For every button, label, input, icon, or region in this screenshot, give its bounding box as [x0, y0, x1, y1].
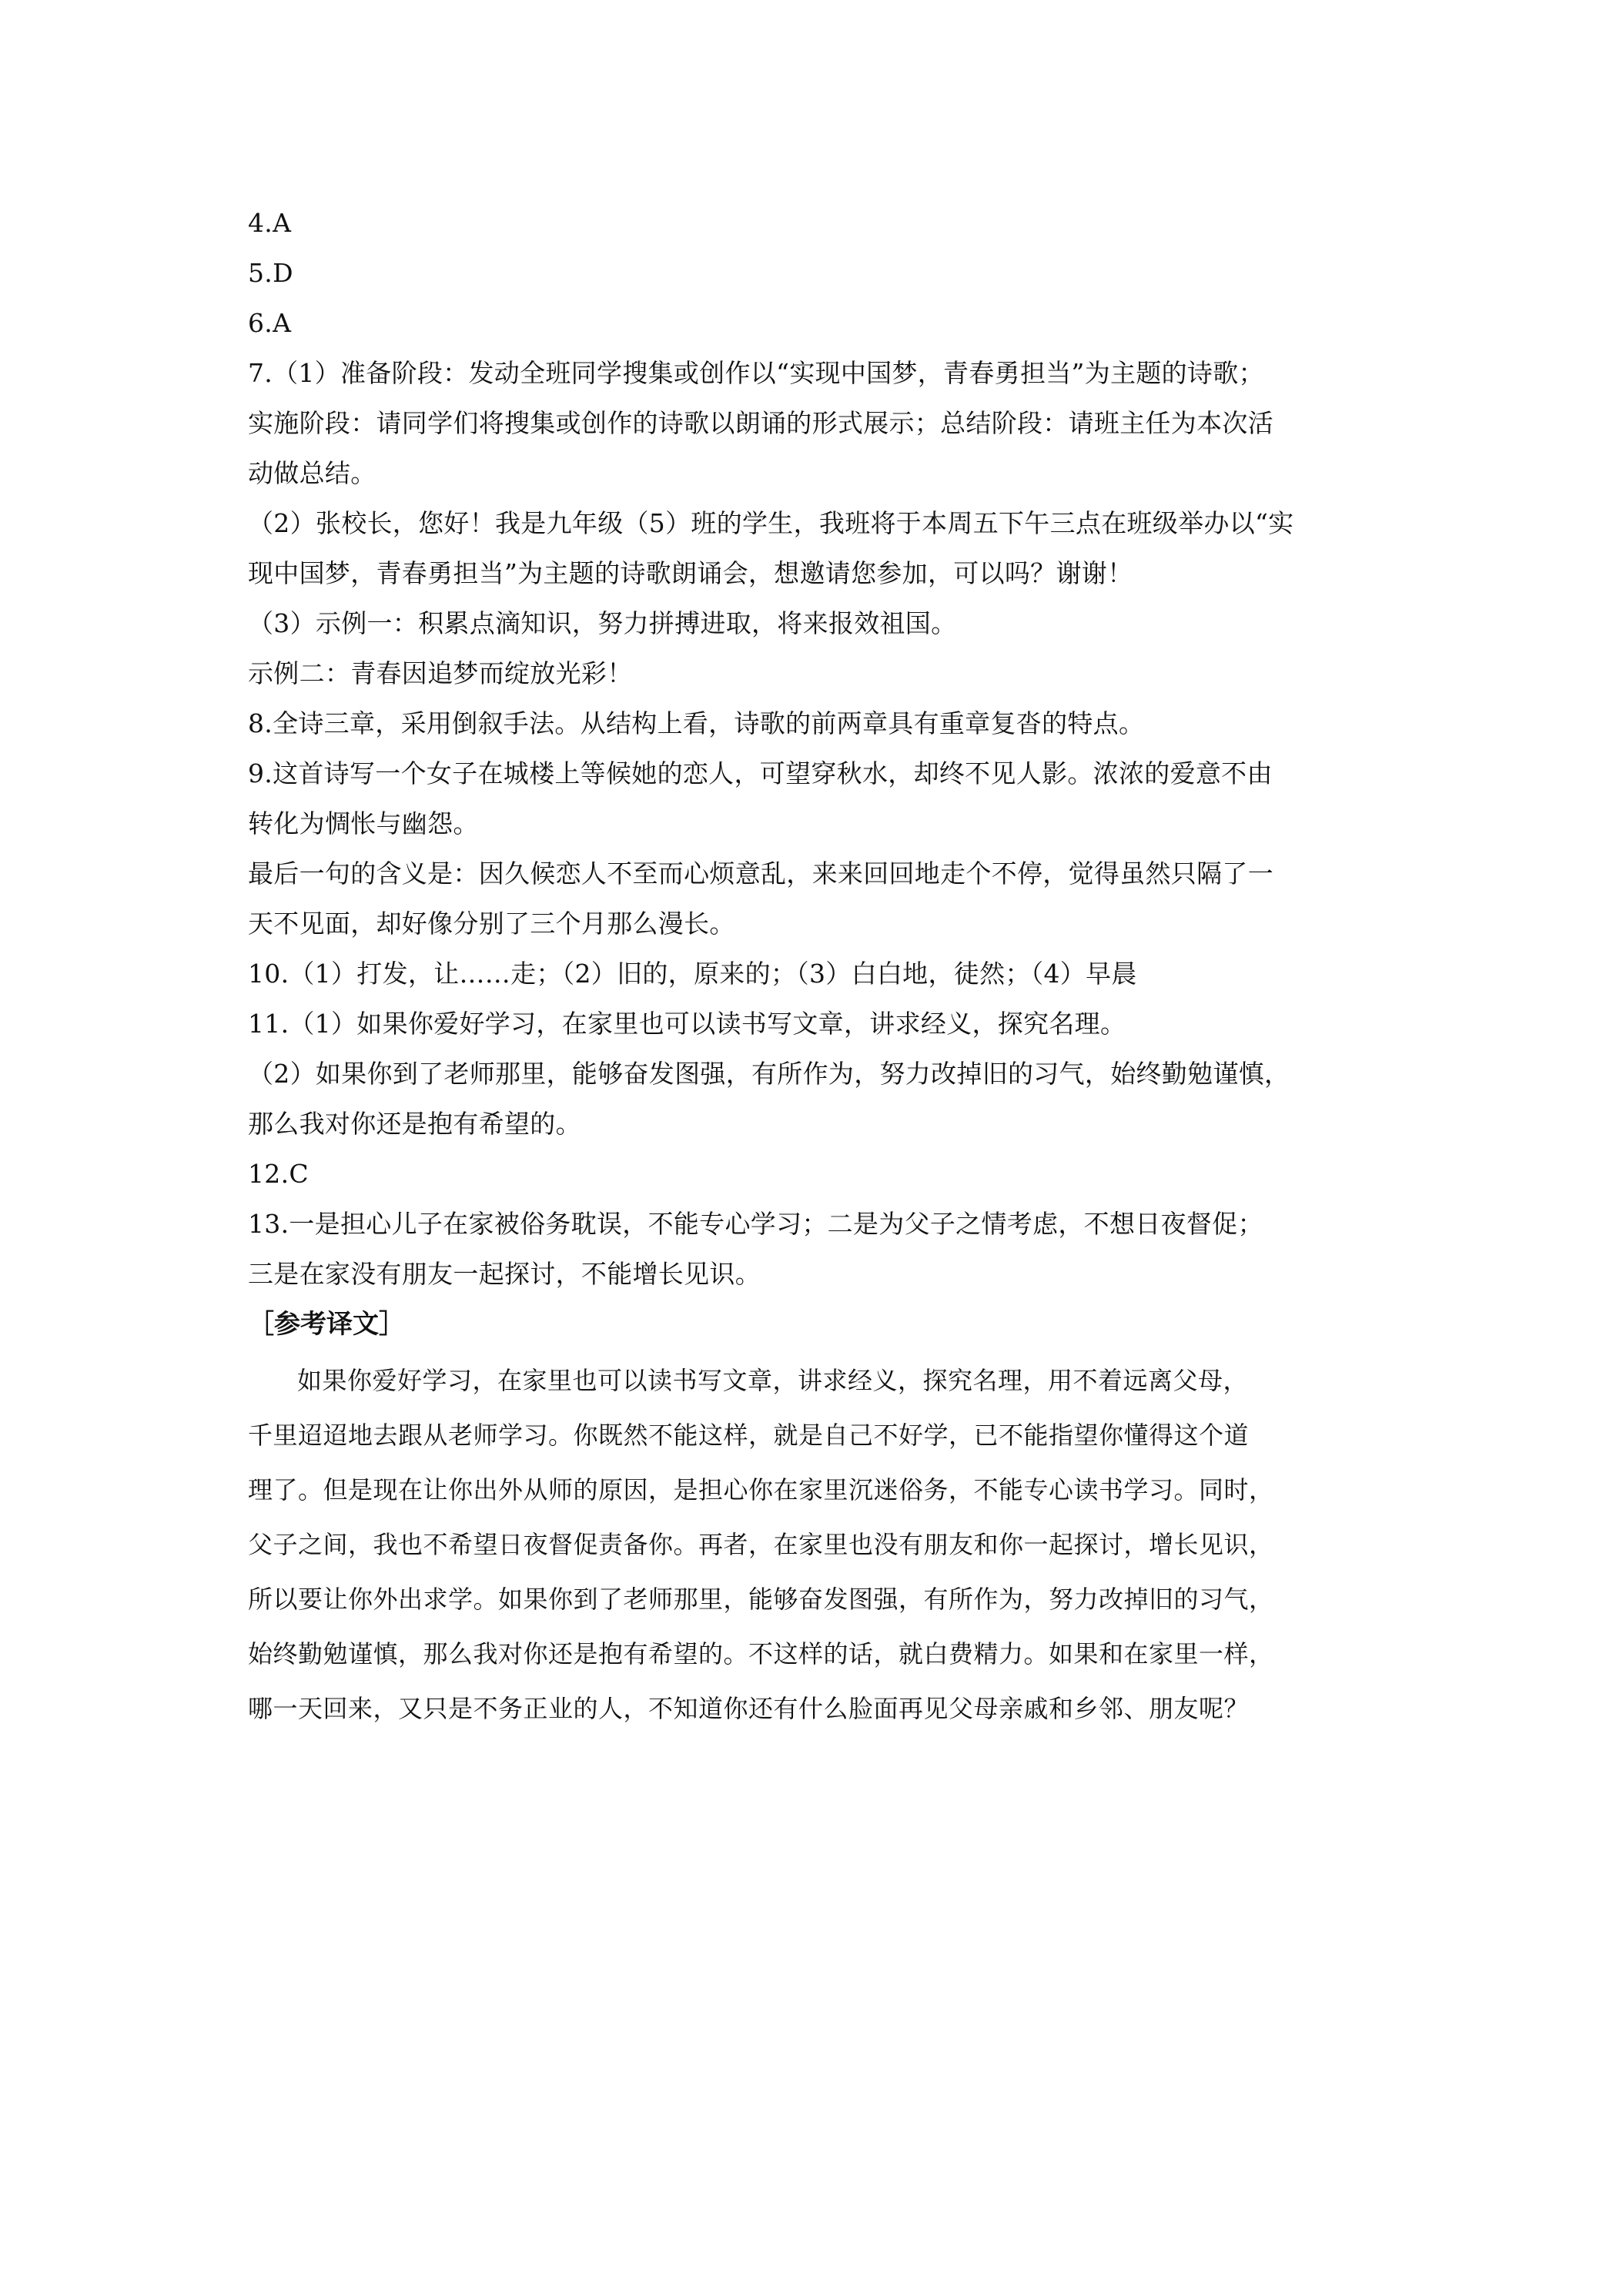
answer-line: 13.一是担心儿子在家被俗务耽误，不能专心学习；二是为父子之情考虑，不想日夜督促； — [248, 1209, 1263, 1239]
answer-line: 7.（1）准备阶段：发动全班同学搜集或创作以“实现中国梦，青春勇担当”为主题的诗歌； — [248, 358, 1264, 388]
answer-line: 三是在家没有朋友一起探讨，不能增长见识。 — [248, 1259, 761, 1289]
translation-body — [248, 1366, 1387, 1724]
translation-line: 父子之间，我也不希望日夜督促责备你。再者，在家里也没有朋友和你一起探讨，增长见识， — [248, 1530, 1274, 1559]
answer-line: 6.A — [248, 308, 292, 338]
translation-line: 所以要让你外出求学。如果你到了老师那里，能够奋发图强，有所作为，努力改掉旧的习气， — [248, 1585, 1274, 1614]
answer-line: 11.（1）如果你爱好学习，在家里也可以读书写文章，讲求经义，探究名理。 — [248, 1009, 1126, 1039]
answer-line: 9.这首诗写一个女子在城楼上等候她的恋人，可望穿秋水，却终不见人影。浓浓的爱意不由 — [248, 758, 1273, 788]
answer-line: 10.（1）打发，让……走；（2）旧的，原来的；（3）白白地，徒然；（4）早晨 — [248, 959, 1137, 989]
answer-line: 动做总结。 — [248, 458, 376, 488]
translation-heading: ［参考译文］ — [248, 1309, 405, 1340]
translation-line: 始终勤勉谨慎，那么我对你还是抱有希望的。不这样的话，就白费精力。如果和在家里一样， — [248, 1639, 1274, 1668]
answer-line: 12.C — [248, 1159, 309, 1189]
answer-line: 4.A — [248, 208, 292, 238]
answer-line: （2）张校长，您好！我是九年级（5）班的学生，我班将于本周五下午三点在班级举办以“实 — [248, 508, 1294, 538]
translation-line: 哪一天回来，又只是不务正业的人，不知道你还有什么脸面再见父母亲戚和乡邻、朋友呢？ — [248, 1694, 1250, 1723]
translation-line: 千里迢迢地去跟从老师学习。你既然不能这样，就是自己不好学，已不能指望你懂得这个道 — [248, 1421, 1250, 1450]
answer-line: 天不见面，却好像分别了三个月那么漫长。 — [248, 909, 735, 939]
translation-line: 如果你爱好学习，在家里也可以读书写文章，讲求经义，探究名理，用不着远离父母， — [297, 1366, 1249, 1395]
answer-line: 5.D — [248, 258, 293, 288]
answer-line: 转化为惆怅与幽怨。 — [248, 808, 479, 838]
answer-line: 8.全诗三章，采用倒叙手法。从结构上看，诗歌的前两章具有重章复沓的特点。 — [248, 708, 1145, 738]
answer-line: （2）如果你到了老师那里，能够奋发图强，有所作为，努力改掉旧的习气，始终勤勉谨慎， — [248, 1059, 1290, 1089]
translation-line: 理了。但是现在让你出外从师的原因，是担心你在家里沉迷俗务，不能专心读书学习。同时， — [248, 1475, 1274, 1504]
answer-line: 现中国梦，青春勇担当”为主题的诗歌朗诵会，想邀请您参加，可以吗？谢谢！ — [248, 558, 1133, 588]
answer-line: （3）示例一：积累点滴知识，努力拼搏进取，将来报效祖国。 — [248, 608, 957, 638]
answer-line: 实施阶段：请同学们将搜集或创作的诗歌以朗诵的形式展示；总结阶段：请班主任为本次活 — [248, 408, 1273, 438]
answer-line: 最后一句的含义是：因久候恋人不至而心烦意乱，来来回回地走个不停，觉得虽然只隔了一 — [248, 858, 1273, 889]
answer-content — [248, 208, 1387, 1749]
answer-line: 那么我对你还是抱有希望的。 — [248, 1109, 581, 1139]
answer-line: 示例二：青春因追梦而绽放光彩！ — [248, 658, 633, 688]
